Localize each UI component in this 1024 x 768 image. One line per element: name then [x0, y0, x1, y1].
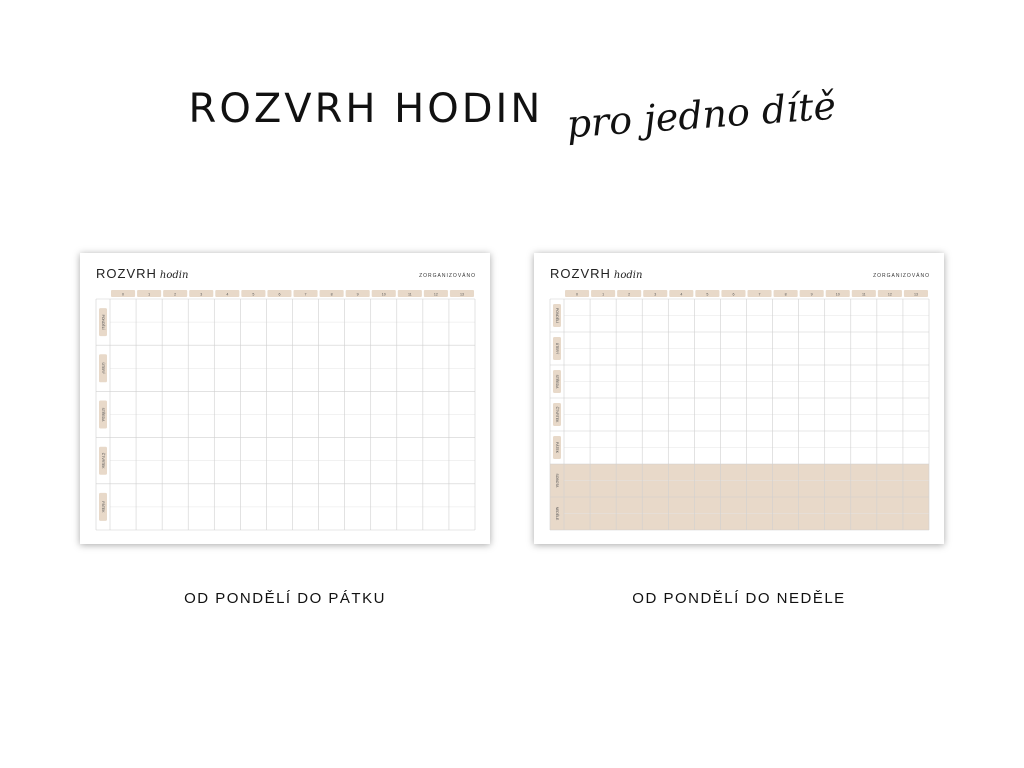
main-title-script: pro jedno dítě — [564, 83, 838, 147]
hour-label: 11 — [861, 292, 866, 297]
day-label: PÁTEK — [101, 501, 106, 513]
brand-label: ZORGANIZOVÁNO — [419, 273, 476, 279]
timetable-sheet-weekdays — [80, 253, 490, 544]
hour-label: 0 — [576, 292, 579, 297]
hour-label: 13 — [913, 292, 918, 297]
hour-label: 12 — [887, 292, 892, 297]
hour-label: 3 — [654, 292, 657, 297]
day-label: PÁTEK — [555, 441, 560, 454]
hour-label: 12 — [433, 292, 438, 297]
hour-label: 5 — [252, 292, 255, 297]
day-label: STŘEDA — [555, 374, 560, 389]
hour-label: 10 — [835, 292, 840, 297]
hour-label: 2 — [628, 292, 631, 297]
hour-label: 1 — [602, 292, 605, 297]
day-label: STŘEDA — [101, 407, 106, 422]
main-title-text: ROZVRH HODIN — [188, 86, 544, 132]
day-label: PONDĚLÍ — [101, 314, 106, 330]
timetable-grid — [534, 253, 944, 544]
hour-label: 7 — [304, 292, 307, 297]
sheet-title-text: ROZVRH — [96, 266, 157, 281]
hour-label: 4 — [680, 292, 683, 297]
hour-label: 0 — [122, 292, 125, 297]
hour-label: 9 — [810, 292, 813, 297]
day-label: ÚTERÝ — [101, 362, 106, 375]
day-label: ČTVRTEK — [555, 406, 560, 423]
hour-label: 2 — [174, 292, 177, 297]
timetable-sheet-full-week — [534, 253, 944, 544]
timetable-grid — [80, 253, 490, 544]
day-label: PONDĚLÍ — [555, 308, 560, 323]
hour-label: 9 — [356, 292, 359, 297]
hour-label: 6 — [732, 292, 735, 297]
hour-label: 1 — [148, 292, 151, 297]
hour-label: 7 — [758, 292, 761, 297]
day-label: ÚTERÝ — [555, 342, 560, 355]
caption-weekdays: OD PONDĚLÍ DO PÁTKU — [184, 590, 386, 607]
hour-label: 6 — [278, 292, 281, 297]
hour-label: 3 — [200, 292, 203, 297]
sheet-title-script: hodin — [159, 270, 189, 281]
hour-label: 5 — [706, 292, 709, 297]
hour-label: 8 — [784, 292, 787, 297]
hour-label: 8 — [330, 292, 333, 297]
day-label: SOBOTA — [555, 473, 560, 488]
day-label: NEDĚLE — [555, 506, 560, 521]
brand-label: ZORGANIZOVÁNO — [873, 273, 930, 279]
sheet-title-script: hodin — [613, 270, 643, 281]
hour-label: 4 — [226, 292, 229, 297]
caption-full-week: OD PONDĚLÍ DO NEDĚLE — [632, 590, 846, 607]
hour-label: 10 — [381, 292, 386, 297]
hour-label: 13 — [459, 292, 464, 297]
sheet-title-text: ROZVRH — [550, 266, 611, 281]
hour-label: 11 — [407, 292, 412, 297]
day-label: ČTVRTEK — [101, 452, 106, 469]
main-title — [0, 83, 1024, 147]
